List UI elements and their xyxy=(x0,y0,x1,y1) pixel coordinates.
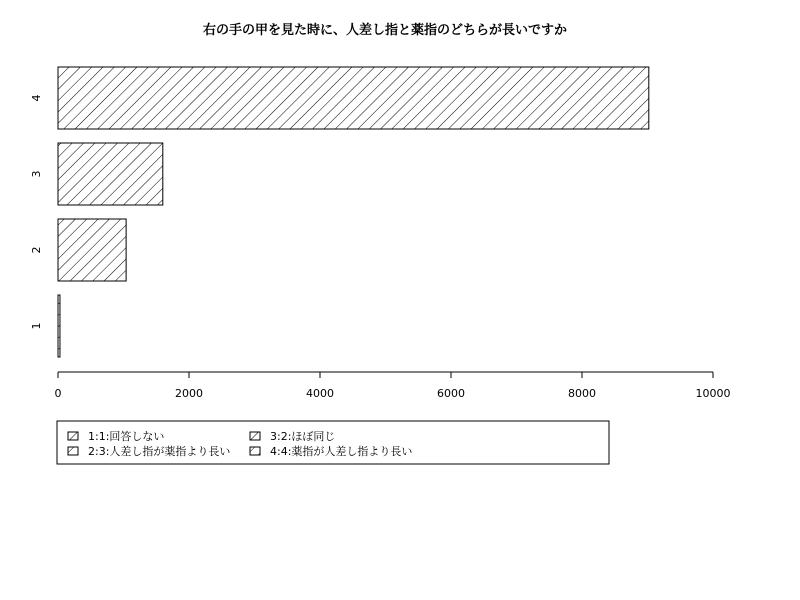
legend-key xyxy=(68,447,78,455)
bars-group xyxy=(58,67,649,357)
legend-entry: 4:4:薬指が人差し指より長い xyxy=(270,445,413,458)
legend-key xyxy=(68,432,78,440)
y-category-label: 1 xyxy=(30,322,43,330)
legend-entry: 3:2:ほぼ同じ xyxy=(270,430,336,443)
x-tick-label: 2000 xyxy=(175,387,203,400)
legend-key xyxy=(250,432,260,440)
x-tick-label: 4000 xyxy=(306,387,334,400)
y-category-label: 4 xyxy=(30,94,43,102)
legend xyxy=(57,421,609,464)
x-tick-label: 10000 xyxy=(695,387,731,400)
bar-4 xyxy=(58,67,649,129)
bar-3 xyxy=(58,143,163,205)
x-tick-label: 8000 xyxy=(568,387,596,400)
x-tick-label: 0 xyxy=(54,387,62,400)
legend-key xyxy=(250,447,260,455)
bar-1 xyxy=(58,295,60,357)
y-category-labels xyxy=(30,95,43,330)
y-category-label: 3 xyxy=(30,170,43,178)
bar-2 xyxy=(58,219,126,281)
y-category-label: 2 xyxy=(30,246,43,254)
legend-entry: 2:3:人差し指が薬指より長い xyxy=(88,445,231,458)
x-tick-label: 6000 xyxy=(437,387,465,400)
x-axis xyxy=(55,372,731,400)
chart-title: 右の手の甲を見た時に、人差し指と薬指のどちらが長いですか xyxy=(202,23,568,38)
legend-entry: 1:1:回答しない xyxy=(88,430,165,443)
